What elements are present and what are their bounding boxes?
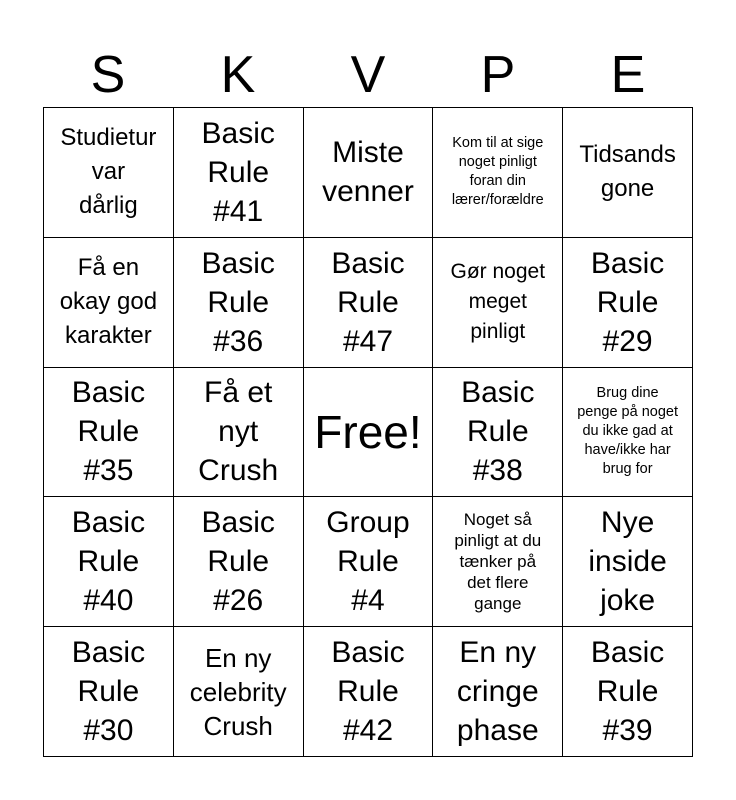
- cell-text: Noget så pinligt at du tænker på det flere gange: [454, 510, 542, 614]
- cell-text: En ny celebrity Crush: [189, 642, 287, 741]
- bingo-cell[interactable]: [174, 238, 304, 368]
- bingo-header: [43, 44, 693, 106]
- cell-text: Få et nyt Crush: [198, 376, 279, 488]
- cell-text: Basic Rule #30: [71, 636, 146, 748]
- bingo-cell[interactable]: [433, 627, 563, 757]
- cell-text: Studietur var dårlig: [60, 124, 157, 220]
- bingo-cell[interactable]: [304, 108, 434, 238]
- bingo-cell[interactable]: [304, 238, 434, 368]
- bingo-cell[interactable]: [304, 497, 434, 627]
- cell-text: Miste venner: [322, 136, 414, 209]
- bingo-cell[interactable]: [174, 627, 304, 757]
- bingo-cell[interactable]: [44, 627, 174, 757]
- cell-text: Basic Rule #26: [201, 506, 275, 618]
- header-letter: E: [610, 46, 646, 104]
- header-letter: K: [220, 46, 256, 104]
- cell-text: Basic Rule #39: [590, 636, 665, 748]
- bingo-cell[interactable]: [44, 368, 174, 498]
- cell-text: Brug dine penge på noget du ikke gad at have/ikke har brug for: [577, 385, 678, 478]
- cell-text: Basic Rule #35: [71, 376, 146, 488]
- bingo-cell[interactable]: [174, 108, 304, 238]
- bingo-cell[interactable]: [174, 497, 304, 627]
- bingo-cell[interactable]: [304, 627, 434, 757]
- bingo-cell[interactable]: [44, 497, 174, 627]
- bingo-cell[interactable]: [563, 627, 693, 757]
- cell-text: Tidsands gone: [579, 141, 676, 203]
- header-letter: P: [480, 46, 516, 104]
- free-space[interactable]: [304, 368, 434, 498]
- bingo-cell[interactable]: [44, 108, 174, 238]
- bingo-cell[interactable]: [433, 368, 563, 498]
- cell-text: Basic Rule #40: [71, 506, 146, 618]
- header-letter: V: [350, 46, 386, 104]
- cell-text: Basic Rule #47: [331, 246, 405, 358]
- cell-text: Få en okay god karakter: [59, 254, 158, 350]
- bingo-cell[interactable]: [563, 238, 693, 368]
- cell-text: Nye inside joke: [588, 506, 667, 618]
- bingo-grid: [43, 107, 693, 757]
- cell-text: Basic Rule #36: [201, 246, 275, 358]
- bingo-cell[interactable]: [563, 368, 693, 498]
- bingo-cell[interactable]: [44, 238, 174, 368]
- cell-text: Kom til at sige noget pinligt foran din lærer/forældre: [451, 135, 544, 209]
- bingo-cell[interactable]: [433, 108, 563, 238]
- cell-text: Basic Rule #38: [461, 376, 535, 488]
- cell-text: En ny cringe phase: [456, 636, 539, 748]
- cell-text: Basic Rule #41: [201, 116, 275, 228]
- free-space-text: Free!: [314, 405, 422, 458]
- bingo-cell[interactable]: [563, 108, 693, 238]
- bingo-cell[interactable]: [174, 368, 304, 498]
- bingo-cell[interactable]: [433, 238, 563, 368]
- cell-text: Basic Rule #29: [590, 246, 665, 358]
- bingo-cell[interactable]: [433, 497, 563, 627]
- header-letter: S: [90, 46, 126, 104]
- cell-text: Basic Rule #42: [331, 636, 405, 748]
- cell-text: Group Rule #4: [326, 506, 410, 618]
- cell-text: Gør noget meget pinligt: [450, 260, 546, 344]
- bingo-cell[interactable]: [563, 497, 693, 627]
